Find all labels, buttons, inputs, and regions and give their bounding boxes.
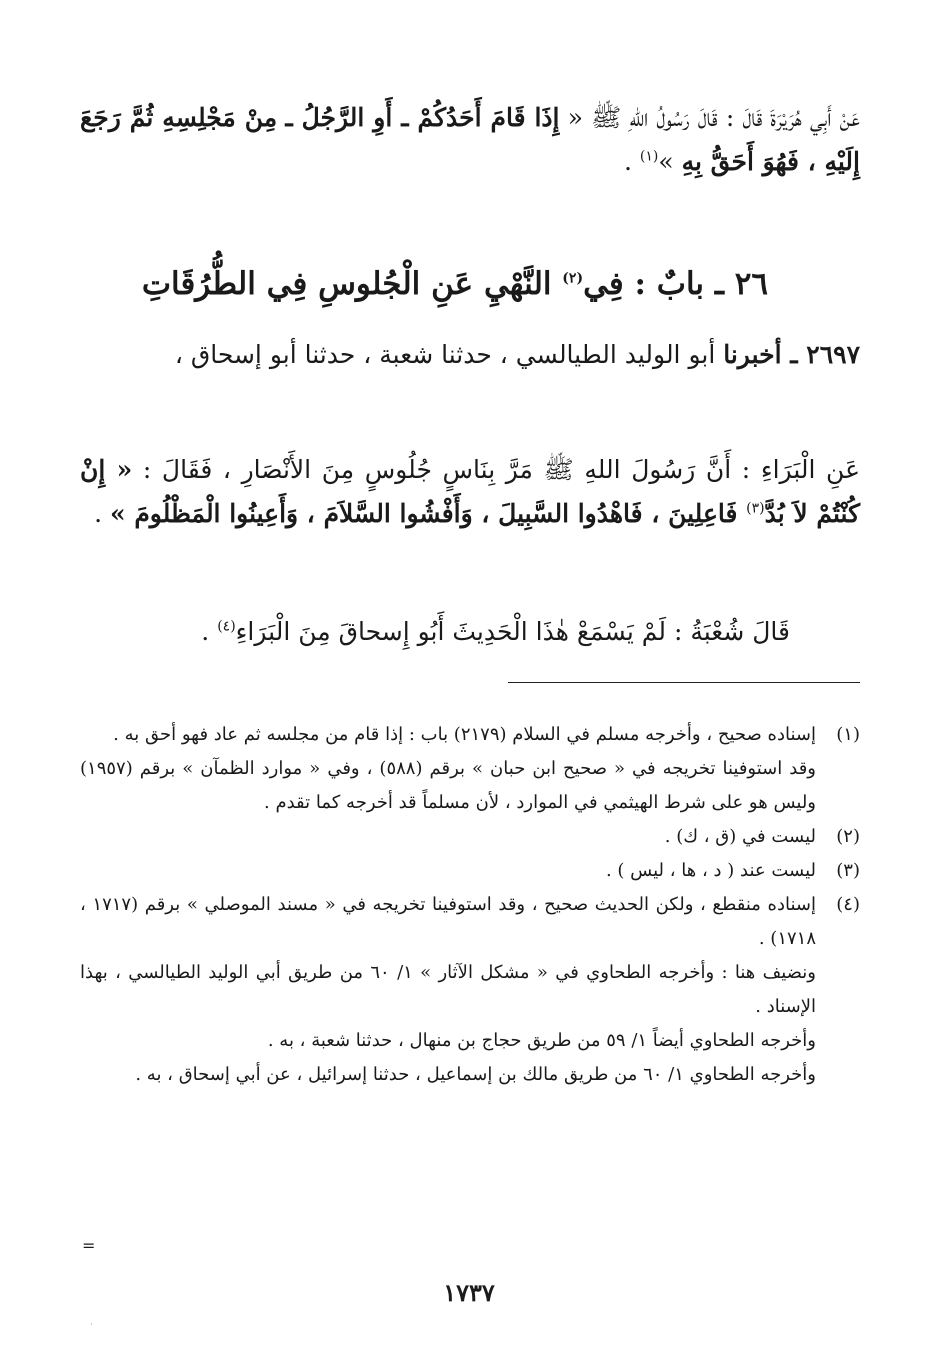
continuation-mark: =: [82, 1236, 96, 1255]
footnote-number: (٢): [836, 826, 860, 847]
footnote-ref-3: (٣): [746, 500, 765, 517]
hadith-end-quote-part1: إِذَا قَامَ أَحَدُكُمْ ـ أَوِ الرَّجُلُ ـ: [285, 103, 560, 132]
footnote-ref-2: (٢): [562, 270, 584, 287]
footnotes-section: [80, 718, 860, 1092]
footnote-ref-4: (٤): [217, 618, 236, 635]
shuba-end: .: [201, 617, 218, 646]
footnote-line: وأخرجه الطحاوي أيضاً ١/ ٥٩ من طريق حجاج بن منهال ، حدثنا شعبة ، به .: [267, 1030, 816, 1051]
hadith-end-paragraph: [80, 96, 860, 184]
footnote-line: إسناده صحيح ، وأخرجه مسلم في السلام (٢١٧٩) باب : إذا قام من مجلسه ثم عاد فهو أحق به .: [113, 724, 816, 745]
page-number: ١٧٣٧: [443, 1278, 495, 1307]
narration-intro: عَنِ الْبَرَاءِ : أَنَّ رَسُولَ اللهِ ﷺ مَرَّ بِنَاسٍ جُلُوسٍ مِنَ الأَنْصَارِ ، فَقَالَ :: [142, 455, 860, 484]
scan-speck: ·: [90, 1320, 93, 1330]
footnote-number: (١): [836, 724, 860, 745]
akhbarana-word: أخبرنا: [723, 340, 782, 369]
chapter-prefix: ٢٦ ـ بابٌ : فِي: [583, 266, 768, 302]
chapter-title: النَّهْيِ عَنِ الْجُلوسِ فِي الطُّرُقَاتِ: [141, 266, 563, 302]
chapter-heading: [80, 262, 768, 306]
hadith-number: ٢٦٩٧ ـ: [781, 340, 860, 369]
quote-end: .: [94, 499, 110, 528]
footnote-line: ونضيف هنا : وأخرجه الطحاوي في « مشكل الآثار » ١/ ٦٠ من طريق أبي الوليد الطيالسي ، بهذا الإسناد .: [80, 962, 816, 1017]
footnote-line: وقد استوفينا تخريجه في « صحيح ابن حبان » برقم (٥٨٨) ، وفي « موارد الظمآن » برقم (١٩٥٧) وليس هو على شرط الهيثمي في الموارد ، لأن مسلماً قد أخرجه كما تقدم .: [80, 758, 816, 813]
footnote-line: وأخرجه الطحاوي ١/ ٦٠ من طريق مالك بن إسماعيل ، حدثنا إسرائيل ، عن أبي إسحاق ، به .: [135, 1064, 816, 1085]
hadith-text-paragraph: [80, 448, 860, 536]
footnote-ref-1: (١): [639, 148, 659, 165]
footnote-4: [80, 888, 860, 1092]
footnote-line: ليست عند ( د ، ها ، ليس ) .: [605, 860, 816, 881]
footnote-divider: [508, 682, 860, 683]
shuba-comment-paragraph: [80, 610, 860, 654]
quote-open: « إِنْ كُنْتُمْ لاَ بُدَّ: [80, 455, 860, 528]
footnote-1: [80, 718, 860, 820]
hadith-end-close: »: [658, 147, 682, 176]
hadith-end-narrator: عَنْ أَبِي هُرَيْرَةَ قَالَ : قَالَ رَسُولُ اللهِ ﷺ «: [559, 103, 860, 132]
footnote-line: إسناده منقطع ، ولكن الحديث صحيح ، وقد استوفينا تخريجه في « مسند الموصلي » برقم (١٧١٧ ، ١٧١٨) .: [80, 894, 816, 949]
hadith-end-period: .: [623, 147, 640, 176]
shuba-comment: قَالَ شُعْبَةُ : لَمْ يَسْمَعْ هٰذَا الْحَدِيثَ أَبُو إِسحاقَ مِنَ الْبَرَاءِ: [235, 617, 790, 646]
footnote-number: (٣): [836, 860, 860, 881]
hadith-chain: أبو الوليد الطيالسي ، حدثنا شعبة ، حدثنا أبو إسحاق ،: [174, 340, 724, 369]
footnote-line: ليست في (ق ، ك) .: [664, 826, 816, 847]
quote-rest: فَاعِلِينَ ، فَاهْدُوا السَّبِيلَ ، وَأَفْشُوا السَّلاَمَ ، وَأَعِينُوا الْمَظْلُومَ »: [109, 499, 747, 528]
hadith-end-quote-part2: مِنْ مَجْلِسِهِ ثُمَّ رَجَعَ إِلَيْهِ ، فَهُوَ أَحَقُّ بِهِ: [80, 103, 860, 176]
footnote-number: (٤): [836, 894, 860, 915]
hadith-chain-paragraph: [80, 333, 860, 377]
footnote-3: [80, 854, 860, 888]
footnote-2: [80, 820, 860, 854]
